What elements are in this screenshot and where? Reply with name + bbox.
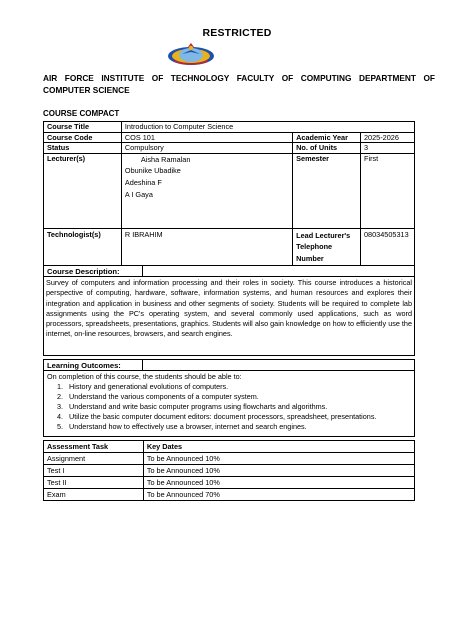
table-row <box>44 477 415 489</box>
technologist-label: Technologist(s) <box>44 228 122 265</box>
learning-outcomes-heading: Learning Outcomes: <box>43 359 143 371</box>
academic-year-value: 2025-2026 <box>361 132 415 143</box>
learning-outcomes-heading-filler <box>143 359 415 371</box>
assessment-task: Exam <box>44 489 144 501</box>
lecturer-name: Aisha Ramalan <box>140 154 191 164</box>
technologist-value: R IBRAHIM <box>121 228 292 265</box>
assessment-table <box>43 440 415 501</box>
lecturer-name: A I Gaya <box>124 189 153 199</box>
lecturers-list <box>121 153 292 228</box>
semester-value: First <box>361 153 415 228</box>
course-code-label: Course Code <box>44 132 122 143</box>
assessment-date: To be Announced 10% <box>143 453 414 465</box>
assessment-task: Test II <box>44 477 144 489</box>
lead-lecturer-phone-label: Lead Lecturer's Telephone Number <box>293 228 361 265</box>
assessment-task: Assignment <box>44 453 144 465</box>
course-description-text: Survey of computers and information processing and their roles in society. This course introduces a historical perspective of computing, hardware, software, information systems, and human resources and explores their integration and application in business and other segments of society. Students will be required to complete lab assignments using the PC's operating system, and several commonly used applications, such as word processors, spreadsheets, presentations, graphics. Students will also gain knowledge on how to efficiently use the internet, on-line resources, browsers, and search engines. <box>43 277 415 356</box>
lecturer-name: Adeshina F <box>124 177 162 187</box>
assessment-date: To be Announced 10% <box>143 465 414 477</box>
course-description-heading-filler <box>143 265 415 277</box>
assessment-task-header: Assessment Task <box>44 441 144 453</box>
learning-outcome-item: 1. History and generational evolutions of computers. <box>65 382 411 392</box>
course-description-heading: Course Description: <box>43 265 143 277</box>
learning-outcome-item: 4. Utilize the basic computer document editors: document processors, spreadsheet, presentations. <box>65 412 411 422</box>
key-dates-header: Key Dates <box>143 441 414 453</box>
units-value: 3 <box>361 143 415 154</box>
status-label: Status <box>44 143 122 154</box>
learning-outcome-item: 3. Understand and write basic computer programs using flowcharts and algorithms. <box>65 402 411 412</box>
course-code-value: COS 101 <box>121 132 292 143</box>
learning-outcome-item: 2. Understand the various components of a computer system. <box>65 392 411 402</box>
learning-outcomes-list <box>47 382 411 432</box>
institution-heading: AIR FORCE INSTITUTE OF TECHNOLOGY FACULTY OF COMPUTING DEPARTMENT OF COMPUTER SCIENCE <box>43 73 435 95</box>
learning-outcomes-box <box>43 371 415 437</box>
learning-outcome-item: 5. Understand how to effectively use a browser, internet and search engines. <box>65 422 411 432</box>
status-value: Compulsory <box>121 143 292 154</box>
learning-outcomes-intro: On completion of this course, the students should be able to: <box>47 372 242 381</box>
course-info-table <box>43 121 415 266</box>
classification-label: RESTRICTED <box>202 27 272 39</box>
semester-label: Semester <box>293 153 361 228</box>
assessment-task: Test I <box>44 465 144 477</box>
academic-year-label: Academic Year <box>293 132 361 143</box>
institute-crest-logo <box>166 41 216 67</box>
course-title-value: Introduction to Computer Science <box>121 122 414 133</box>
table-row <box>44 489 415 501</box>
lecturer-name: Obunike Ubadike <box>124 166 181 176</box>
lead-lecturer-phone-value: 08034505313 <box>361 228 415 265</box>
assessment-date: To be Announced 70% <box>143 489 414 501</box>
table-row <box>44 465 415 477</box>
course-title-label: Course Title <box>44 122 122 133</box>
section-title: COURSE COMPACT <box>43 109 120 118</box>
assessment-date: To be Announced 10% <box>143 477 414 489</box>
table-row <box>44 453 415 465</box>
lecturers-label: Lecturer(s) <box>44 153 122 228</box>
units-label: No. of Units <box>293 143 361 154</box>
